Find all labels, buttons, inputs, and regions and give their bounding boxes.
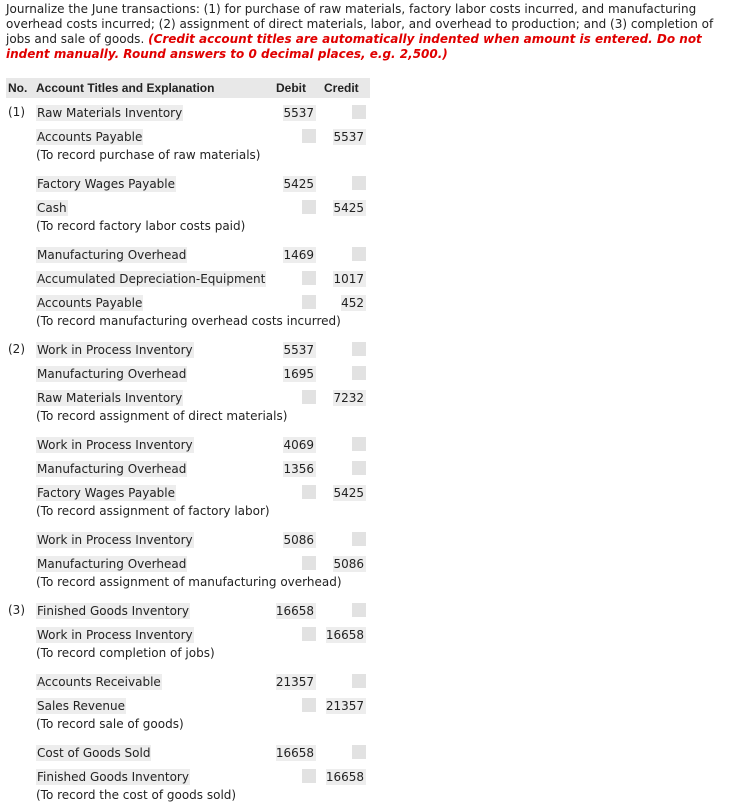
account-title-field[interactable]: Manufacturing Overhead: [37, 462, 187, 476]
explanation-text: (To record the cost of goods sold): [36, 788, 237, 802]
explanation-row: [0, 503, 372, 527]
table-header: [6, 78, 370, 98]
credit-field[interactable]: [352, 176, 366, 190]
account-title-field[interactable]: Accounts Payable: [37, 296, 143, 310]
credit-field[interactable]: 16658: [325, 770, 364, 784]
entry-number: (3): [8, 603, 25, 617]
journal-entry-row: [0, 339, 372, 363]
debit-field[interactable]: 21357: [275, 675, 314, 689]
credit-field[interactable]: [352, 366, 366, 380]
account-title-field[interactable]: Finished Goods Inventory: [37, 770, 189, 784]
instructions-text: Journalize the June transactions: (1) for purchase of raw materials, factory labor costs incurred, and manufacturing overhead costs incurred; (2) assignment of direct materials, labor, and overhead to production; and (3) completion of jobs and sale of goods.: [6, 2, 714, 46]
account-title-field[interactable]: Work in Process Inventory: [37, 533, 193, 547]
debit-field[interactable]: 5425: [283, 177, 314, 191]
account-title-field[interactable]: Manufacturing Overhead: [37, 367, 187, 381]
account-title-field[interactable]: Work in Process Inventory: [37, 438, 193, 452]
account-title-field[interactable]: Raw Materials Inventory: [37, 391, 183, 405]
account-title-field[interactable]: Factory Wages Payable: [37, 486, 176, 500]
header-no: No.: [8, 81, 28, 95]
explanation-text: (To record assignment of factory labor): [36, 504, 270, 518]
account-title-field[interactable]: Accumulated Depreciation-Equipment: [37, 272, 266, 286]
debit-field[interactable]: [302, 129, 316, 143]
journal-entry-row: [0, 173, 372, 197]
journal-entry-row: [0, 102, 372, 126]
credit-field[interactable]: [352, 532, 366, 546]
explanation-text: (To record sale of goods): [36, 717, 184, 731]
debit-field[interactable]: [302, 200, 316, 214]
journal-entry-row: [0, 742, 372, 766]
entry-number: (2): [8, 342, 25, 356]
journal-entry-row: [0, 434, 372, 458]
journal-entry-row: [0, 600, 372, 624]
journal-entry-row: [0, 244, 372, 268]
explanation-text: (To record assignment of manufacturing overhead): [36, 575, 342, 589]
explanation-row: [0, 313, 372, 337]
journal-entry-row: [0, 363, 372, 387]
journal-entry-row: [0, 671, 372, 695]
explanation-row: [0, 408, 372, 432]
debit-field[interactable]: 16658: [275, 604, 314, 618]
debit-field[interactable]: [302, 698, 316, 712]
debit-field[interactable]: [302, 556, 316, 570]
credit-field[interactable]: 452: [341, 296, 364, 310]
credit-field[interactable]: [352, 247, 366, 261]
header-account: Account Titles and Explanation: [36, 81, 215, 95]
debit-field[interactable]: [302, 295, 316, 309]
explanation-text: (To record assignment of direct materials): [36, 409, 288, 423]
explanation-text: (To record manufacturing overhead costs incurred): [36, 314, 341, 328]
debit-field[interactable]: [302, 390, 316, 404]
credit-field[interactable]: 7232: [333, 391, 364, 405]
credit-field[interactable]: 21357: [325, 699, 364, 713]
credit-field[interactable]: [352, 745, 366, 759]
account-title-field[interactable]: Manufacturing Overhead: [37, 248, 187, 262]
explanation-text: (To record completion of jobs): [36, 646, 215, 660]
explanation-row: [0, 147, 372, 171]
debit-field[interactable]: [302, 769, 316, 783]
explanation-row: [0, 787, 372, 811]
explanation-row: [0, 716, 372, 740]
debit-field[interactable]: 5086: [283, 533, 314, 547]
instructions: [6, 2, 736, 62]
explanation-row: [0, 645, 372, 669]
debit-field[interactable]: 1695: [283, 367, 314, 381]
credit-field[interactable]: 1017: [333, 272, 364, 286]
credit-field[interactable]: [352, 105, 366, 119]
explanation-text: (To record purchase of raw materials): [36, 148, 261, 162]
debit-field[interactable]: [302, 271, 316, 285]
journal-entry-row: [0, 529, 372, 553]
account-title-field[interactable]: Sales Revenue: [37, 699, 126, 713]
account-title-field[interactable]: Finished Goods Inventory: [37, 604, 189, 618]
credit-field[interactable]: [352, 342, 366, 356]
header-credit: Credit: [324, 81, 359, 95]
debit-field[interactable]: 4069: [283, 438, 314, 452]
debit-field[interactable]: 16658: [275, 746, 314, 760]
explanation-row: [0, 218, 372, 242]
credit-field[interactable]: 16658: [325, 628, 364, 642]
account-title-field[interactable]: Manufacturing Overhead: [37, 557, 187, 571]
debit-field[interactable]: 1356: [283, 462, 314, 476]
credit-field[interactable]: [352, 603, 366, 617]
debit-field[interactable]: [302, 485, 316, 499]
entry-number: (1): [8, 105, 25, 119]
account-title-field[interactable]: Accounts Payable: [37, 130, 143, 144]
credit-field[interactable]: [352, 461, 366, 475]
credit-field[interactable]: 5425: [333, 201, 364, 215]
account-title-field[interactable]: Raw Materials Inventory: [37, 106, 183, 120]
account-title-field[interactable]: Factory Wages Payable: [37, 177, 176, 191]
journal-entry-row: [0, 268, 372, 292]
credit-field[interactable]: 5537: [333, 130, 364, 144]
credit-field[interactable]: [352, 437, 366, 451]
credit-field[interactable]: 5086: [333, 557, 364, 571]
account-title-field[interactable]: Accounts Receivable: [37, 675, 161, 689]
account-title-field[interactable]: Cost of Goods Sold: [37, 746, 151, 760]
journal-entry-row: [0, 458, 372, 482]
credit-field[interactable]: 5425: [333, 486, 364, 500]
debit-field[interactable]: 1469: [283, 248, 314, 262]
account-title-field[interactable]: Cash: [37, 201, 67, 215]
explanation-text: (To record factory labor costs paid): [36, 219, 246, 233]
debit-field[interactable]: 5537: [283, 343, 314, 357]
credit-field[interactable]: [352, 674, 366, 688]
header-debit: Debit: [276, 81, 306, 95]
debit-field[interactable]: 5537: [283, 106, 314, 120]
explanation-row: [0, 574, 372, 598]
instructions-warning: (Credit account titles are automatically indented when amount is entered. Do not indent manually. Round answers to 0 decimal places, e.g. 2,500.): [6, 32, 702, 61]
account-title-field[interactable]: Work in Process Inventory: [37, 343, 193, 357]
debit-field[interactable]: [302, 627, 316, 641]
account-title-field[interactable]: Work in Process Inventory: [37, 628, 193, 642]
